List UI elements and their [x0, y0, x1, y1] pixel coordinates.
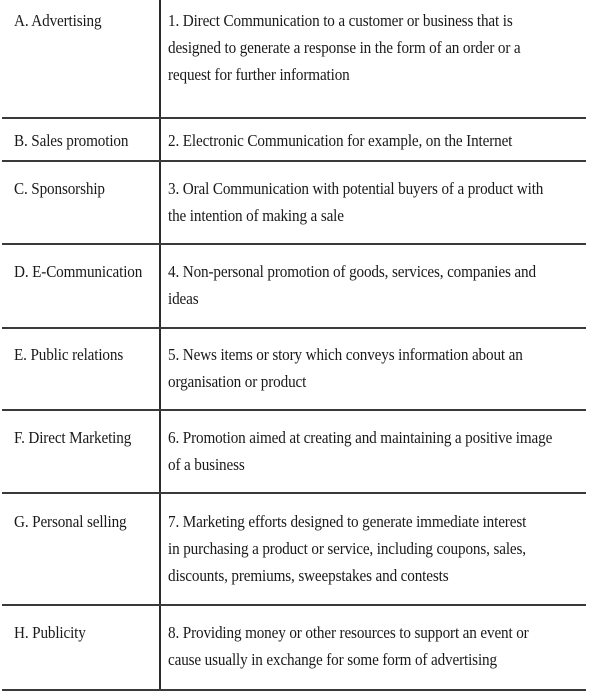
term-a: A. Advertising	[14, 11, 102, 30]
definition-line: 5. News items or story which conveys information about an	[168, 345, 523, 364]
definition-line: of a business	[168, 455, 245, 474]
column-divider	[159, 0, 161, 690]
definition-line: 4. Non-personal promotion of goods, services, companies and	[168, 262, 536, 281]
definition-line: 3. Oral Communication with potential buyers of a product with	[168, 179, 544, 198]
row-divider	[2, 327, 586, 329]
definition-2	[168, 127, 554, 154]
term-b: B. Sales promotion	[14, 131, 129, 150]
definition-line: in purchasing a product or service, including coupons, sales,	[168, 539, 526, 558]
definition-line: designed to generate a response in the form of an order or a	[168, 38, 521, 57]
term-d: D. E-Communication	[14, 262, 143, 281]
row-divider	[2, 160, 586, 162]
row-divider	[2, 689, 586, 691]
definition-8	[168, 619, 554, 673]
definition-line: 7. Marketing efforts designed to generate immediate interest	[168, 512, 527, 531]
definition-line: 2. Electronic Communication for example, on the Internet	[168, 131, 513, 150]
definition-6	[168, 424, 554, 478]
definition-4	[168, 258, 554, 312]
definition-line: cause usually in exchange for some form of advertising	[168, 650, 497, 669]
term-f: F. Direct Marketing	[14, 428, 132, 447]
definition-line: ideas	[168, 289, 199, 308]
definition-line: request for further information	[168, 65, 350, 84]
definition-line: the intention of making a sale	[168, 206, 344, 225]
definition-3	[168, 175, 554, 229]
term-h: H. Publicity	[14, 623, 86, 642]
definition-5	[168, 341, 554, 395]
term-e: E. Public relations	[14, 345, 124, 364]
term-c: C. Sponsorship	[14, 179, 105, 198]
definition-1	[168, 7, 554, 88]
definition-line: 1. Direct Communication to a customer or business that is	[168, 11, 513, 30]
definition-7	[168, 508, 554, 589]
term-g: G. Personal selling	[14, 512, 127, 531]
row-divider	[2, 243, 586, 245]
row-divider	[2, 492, 586, 494]
row-divider	[2, 604, 586, 606]
row-divider	[2, 409, 586, 411]
definition-line: discounts, premiums, sweepstakes and contests	[168, 566, 449, 585]
row-divider	[2, 117, 586, 119]
definition-line: 6. Promotion aimed at creating and maintaining a positive image	[168, 428, 553, 447]
definition-line: 8. Providing money or other resources to support an event or	[168, 623, 529, 642]
definition-line: organisation or product	[168, 372, 307, 391]
